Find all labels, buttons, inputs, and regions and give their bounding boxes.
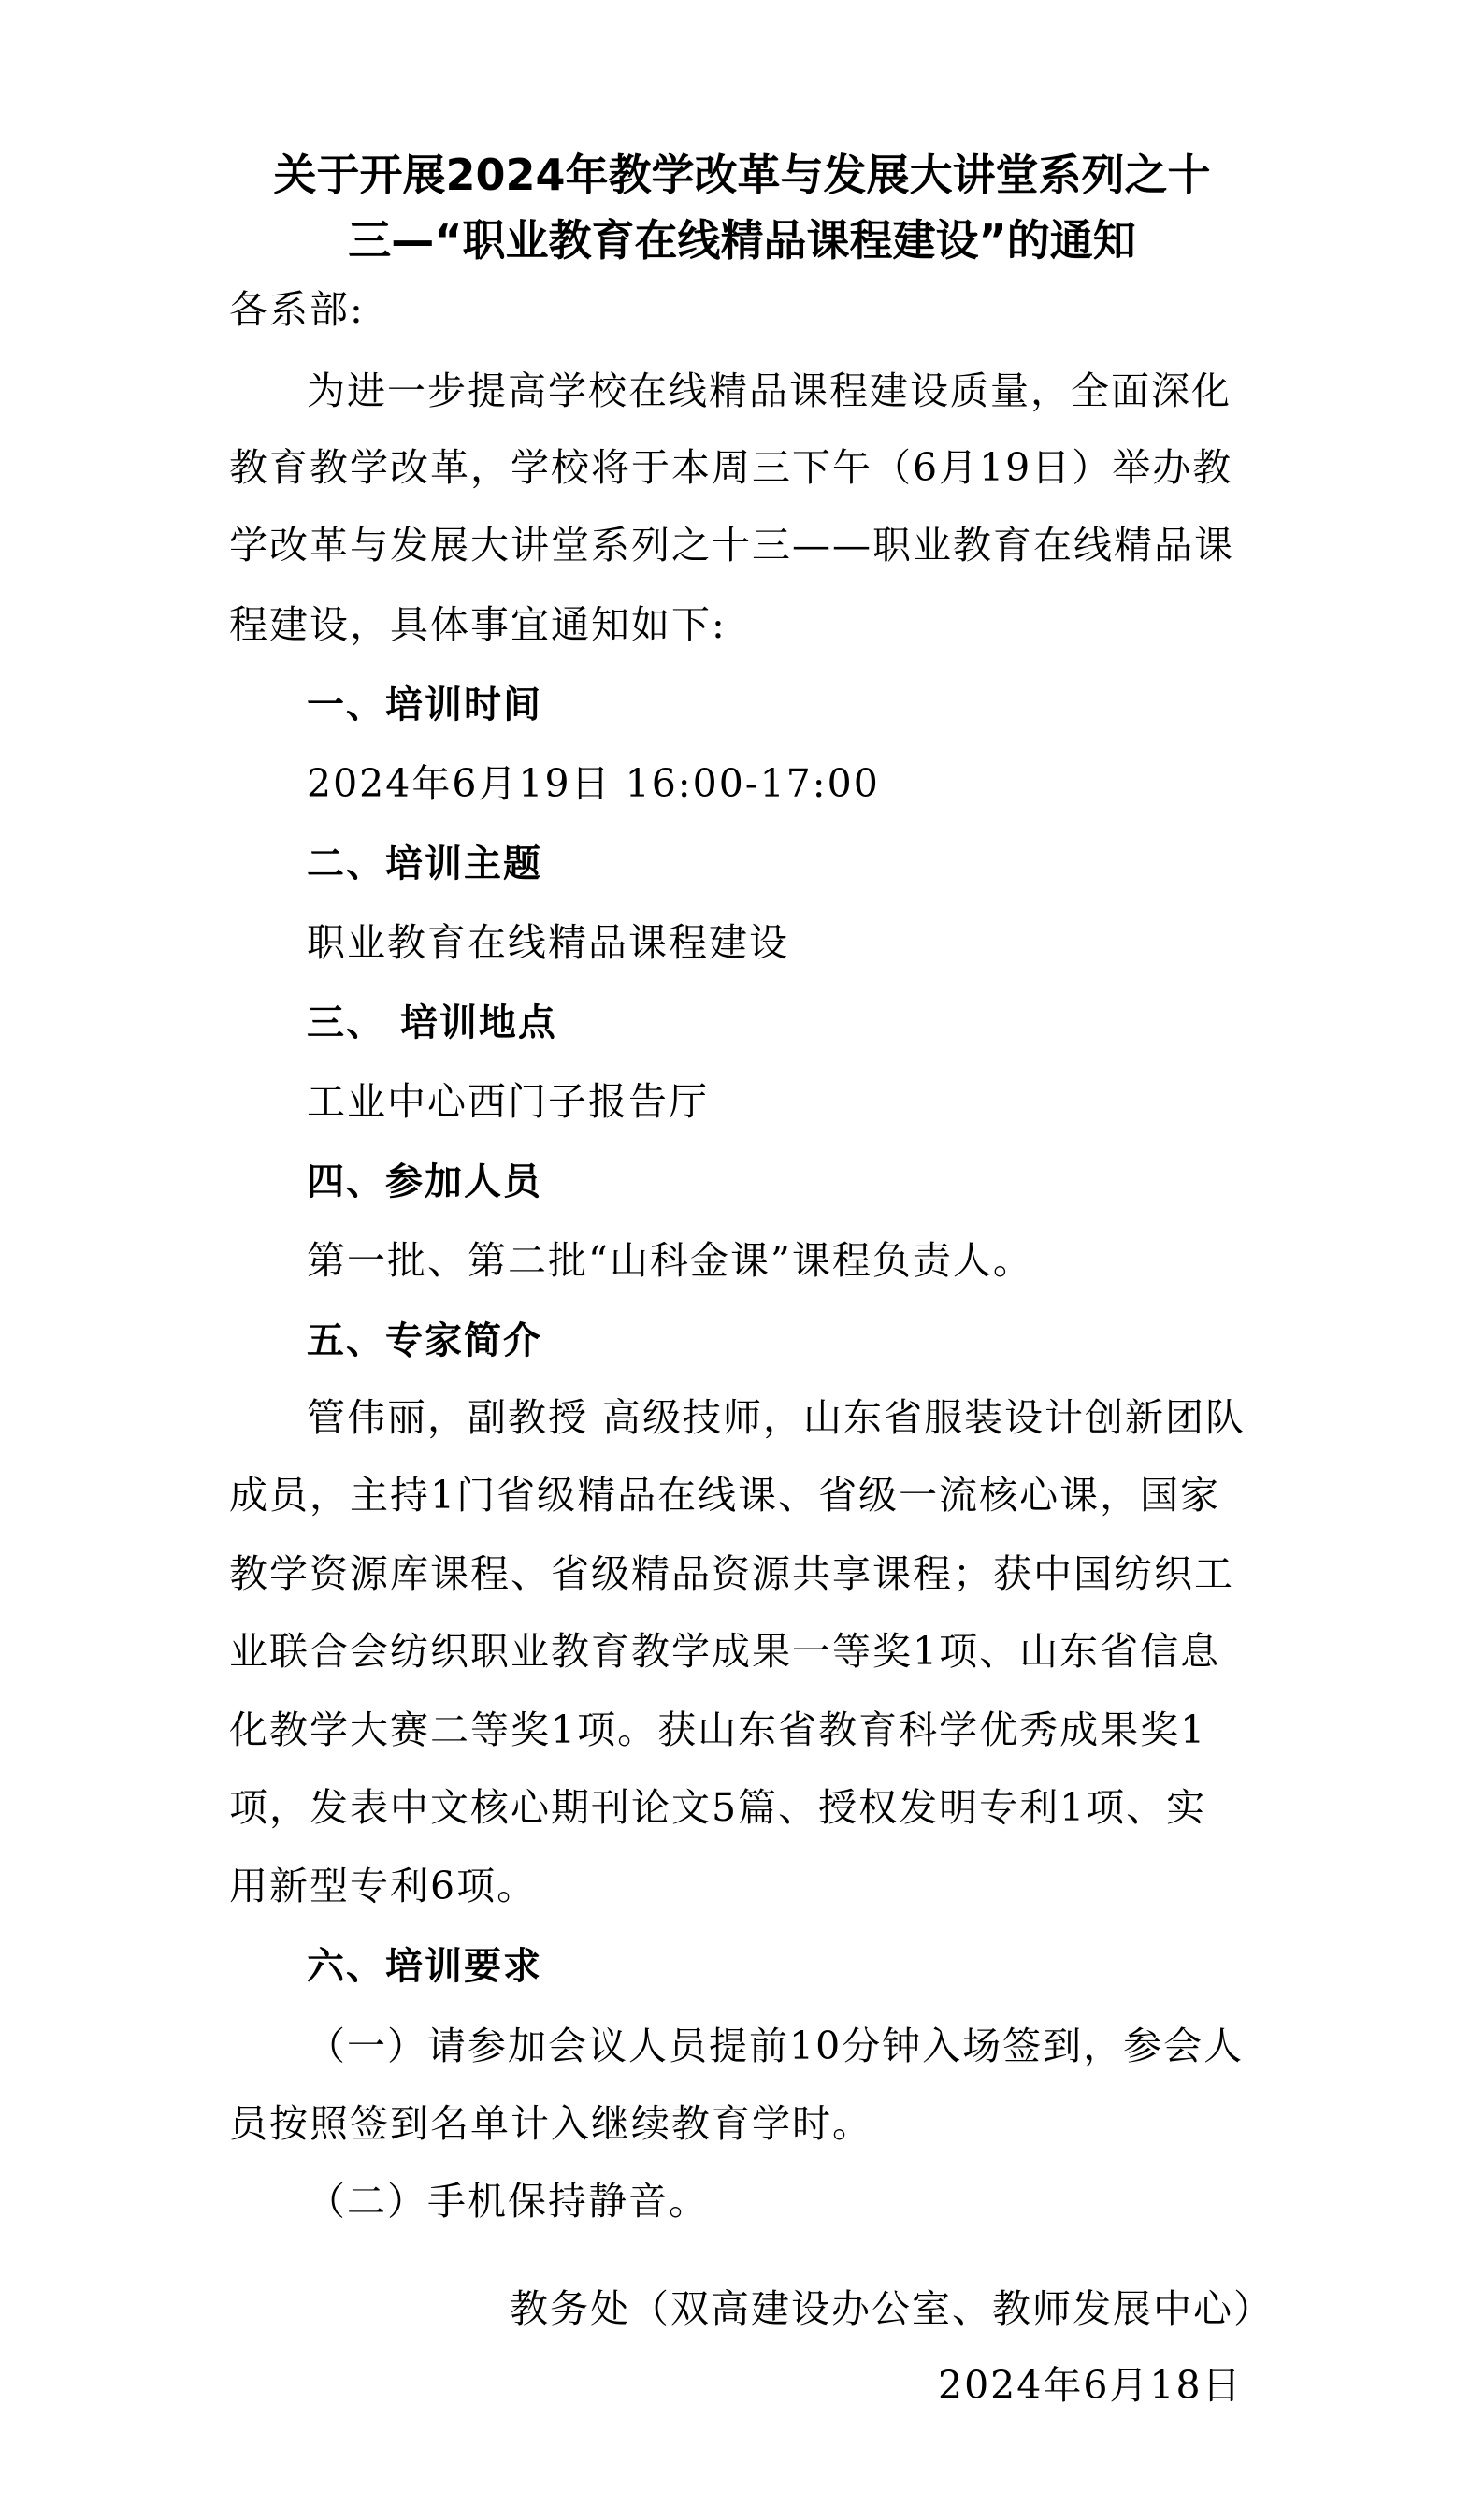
- training-theme: 职业教育在线精品课程建设: [307, 920, 789, 965]
- section-heading-participants: 四、参加人员: [307, 1160, 542, 1203]
- document-title-line-1: 关于开展2024年教学改革与发展大讲堂系列之十: [273, 150, 1211, 200]
- expert-bio-line: 成员，主持1门省级精品在线课、省级一流核心课，国家: [229, 1473, 1221, 1518]
- section-heading-location: 三、 培训地点: [307, 1001, 557, 1044]
- intro-line: 为进一步提高学校在线精品课程建设质量，全面深化: [307, 368, 1232, 413]
- section-heading-expert: 五、专家简介: [307, 1319, 542, 1362]
- issuing-office: 教务处（双高建设办公室、教师发展中心）: [510, 2286, 1274, 2331]
- intro-line: 程建设，具体事宜通知如下:: [229, 602, 727, 647]
- requirement-item-1-line: （一）请参加会议人员提前10分钟入场签到，参会人: [307, 2023, 1245, 2068]
- training-participants: 第一批、第二批“山科金课”课程负责人。: [307, 1238, 1033, 1283]
- expert-bio-line: 教学资源库课程、省级精品资源共享课程；获中国纺织工: [229, 1551, 1234, 1596]
- expert-bio-line: 管伟丽，副教授 高级技师，山东省服装设计创新团队: [307, 1395, 1246, 1440]
- expert-bio-line: 业联合会纺织职业教育教学成果一等奖1项、山东省信息: [229, 1629, 1221, 1674]
- training-time: 2024年6月19日 16:00-17:00: [307, 761, 880, 806]
- salutation: 各系部:: [229, 287, 365, 332]
- expert-bio-line: 用新型专利6项。: [229, 1864, 538, 1908]
- expert-bio-line: 项，发表中文核心期刊论文5篇、授权发明专利1项、实: [229, 1785, 1207, 1830]
- expert-bio-line: 化教学大赛二等奖1项。获山东省教育科学优秀成果奖1: [229, 1707, 1207, 1752]
- intro-line: 教育教学改革，学校将于本周三下午（6月19日）举办教: [229, 445, 1233, 490]
- issue-date: 2024年6月18日: [938, 2363, 1243, 2408]
- intro-line: 学改革与发展大讲堂系列之十三——职业教育在线精品课: [229, 523, 1234, 568]
- section-heading-time: 一、培训时间: [307, 684, 542, 727]
- document-title-line-2: 三—“职业教育在线精品课程建设”的通知: [348, 215, 1136, 266]
- requirement-item-1-line: 员按照签到名单计入继续教育学时。: [229, 2101, 872, 2146]
- training-location: 工业中心西门子报告厅: [307, 1079, 709, 1124]
- section-heading-theme: 二、培训主题: [307, 842, 542, 886]
- section-heading-requirements: 六、培训要求: [307, 1945, 542, 1988]
- requirement-item-2: （二）手机保持静音。: [307, 2179, 709, 2224]
